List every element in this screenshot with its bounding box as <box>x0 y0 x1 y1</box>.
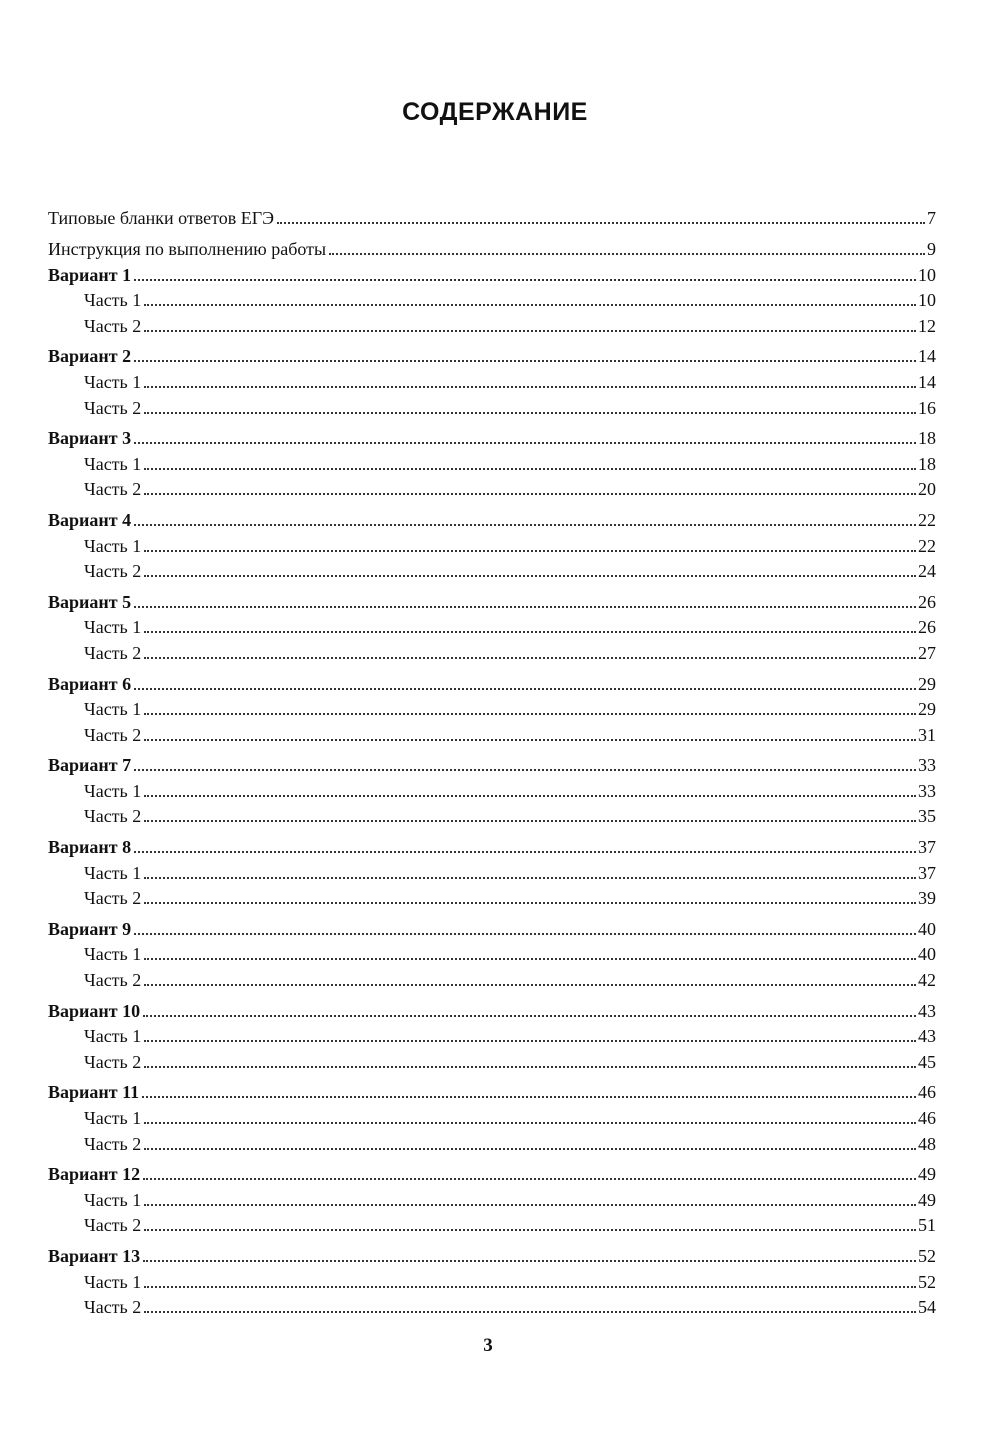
toc-entry-label: Часть 2 <box>84 970 142 991</box>
dot-leader <box>144 957 916 960</box>
dot-leader <box>144 385 916 388</box>
page-number: 3 <box>483 1335 493 1356</box>
dot-leader <box>143 1014 916 1017</box>
toc-entry-label: Часть 2 <box>84 1297 142 1318</box>
toc-entry-page: 43 <box>918 1026 936 1047</box>
dot-leader <box>144 876 916 879</box>
dot-leader <box>144 983 916 986</box>
toc-entry-label: Часть 1 <box>84 1271 142 1292</box>
dot-leader <box>144 574 916 577</box>
toc-entry-page: 45 <box>918 1051 936 1072</box>
dot-leader <box>144 1121 916 1124</box>
dot-leader <box>143 1259 916 1262</box>
toc-entry-variant-8-part-2 <box>48 884 936 910</box>
toc-entry-variant-12 <box>48 1160 936 1186</box>
dot-leader <box>144 1147 916 1150</box>
dot-leader <box>134 768 916 771</box>
toc-entry-label: Часть 1 <box>84 535 142 556</box>
toc-entry-label: Часть 1 <box>84 290 142 311</box>
toc-entry-variant-10-part-2 <box>48 1047 936 1073</box>
dot-leader <box>134 687 916 690</box>
toc-entry-page: 22 <box>918 509 936 530</box>
toc-entry-page: 40 <box>918 918 936 939</box>
dot-leader <box>144 1039 916 1042</box>
toc-entry-variant-3-part-2 <box>48 475 936 501</box>
toc-entry-label: Часть 1 <box>84 699 142 720</box>
toc-entry-page: 51 <box>918 1215 936 1236</box>
toc-entry-label: Часть 1 <box>84 453 142 474</box>
dot-leader <box>142 1095 916 1098</box>
dot-leader <box>144 630 916 633</box>
toc-entry-variant-2-part-1 <box>48 367 936 393</box>
toc-entry-label: Часть 2 <box>84 561 142 582</box>
toc-entry-variant-6 <box>48 669 936 695</box>
toc-entry-page: 26 <box>918 591 936 612</box>
dot-leader <box>144 738 916 741</box>
table-of-contents <box>48 198 936 1318</box>
toc-entry-variant-5 <box>48 587 936 613</box>
dot-leader <box>144 549 916 552</box>
toc-entry-label: Часть 1 <box>84 617 142 638</box>
toc-entry-page: 18 <box>918 453 936 474</box>
toc-entry-page: 54 <box>918 1297 936 1318</box>
page-title: СОДЕРЖАНИЕ <box>402 98 588 126</box>
toc-entry-label: Часть 2 <box>84 806 142 827</box>
dot-leader <box>144 819 916 822</box>
toc-entry-variant-8-part-1 <box>48 858 936 884</box>
toc-entry-variant-6-part-1 <box>48 695 936 721</box>
dot-leader <box>134 605 916 608</box>
toc-entry-variant-5-part-1 <box>48 613 936 639</box>
toc-entry-page: 10 <box>918 290 936 311</box>
toc-entry-variant-4 <box>48 505 936 531</box>
toc-entry-variant-3-part-1 <box>48 449 936 475</box>
toc-entry-page: 49 <box>918 1164 936 1185</box>
toc-entry-variant-13-part-1 <box>48 1267 936 1293</box>
toc-entry-page: 40 <box>918 944 936 965</box>
toc-entry-variant-4-part-2 <box>48 557 936 583</box>
dot-leader <box>144 329 916 332</box>
toc-entry-variant-1-part-1 <box>48 286 936 312</box>
toc-entry-label: Часть 1 <box>84 944 142 965</box>
toc-entry-page: 52 <box>918 1245 936 1266</box>
toc-entry-label: Вариант 3 <box>48 428 132 449</box>
toc-entry-label: Вариант 10 <box>48 1000 141 1021</box>
toc-entry-variant-7-part-1 <box>48 776 936 802</box>
toc-entry-page: 48 <box>918 1133 936 1154</box>
dot-leader <box>144 1228 916 1231</box>
toc-entry-label: Часть 1 <box>84 1189 142 1210</box>
toc-entry-variant-11 <box>48 1078 936 1104</box>
toc-entry-page: 33 <box>918 755 936 776</box>
toc-entry-page: 29 <box>918 673 936 694</box>
toc-entry-label: Инструкция по выполнению работы <box>48 239 327 259</box>
dot-leader <box>143 1177 916 1180</box>
toc-entry-page: 10 <box>918 264 936 285</box>
toc-entry-page: 22 <box>918 535 936 556</box>
toc-entry-variant-10 <box>48 996 936 1022</box>
toc-entry-intro-1 <box>48 198 936 229</box>
dot-leader <box>144 712 916 715</box>
toc-entry-label: Вариант 12 <box>48 1164 141 1185</box>
dot-leader <box>144 411 916 414</box>
dot-leader <box>144 1285 916 1288</box>
dot-leader <box>144 492 916 495</box>
toc-entry-page: 37 <box>918 837 936 858</box>
dot-leader <box>144 901 916 904</box>
toc-entry-page: 7 <box>927 208 936 228</box>
toc-entry-variant-11-part-2 <box>48 1129 936 1155</box>
toc-entry-page: 52 <box>918 1271 936 1292</box>
toc-entry-page: 37 <box>918 862 936 883</box>
toc-entry-variant-9-part-2 <box>48 965 936 991</box>
dot-leader <box>134 441 916 444</box>
dot-leader <box>277 221 925 224</box>
toc-entry-label: Часть 1 <box>84 1108 142 1128</box>
toc-entry-label: Часть 1 <box>84 371 142 392</box>
dot-leader <box>134 523 916 526</box>
toc-entry-page: 26 <box>918 617 936 638</box>
toc-entry-page: 39 <box>918 888 936 909</box>
toc-entry-label: Часть 2 <box>84 1133 142 1154</box>
toc-entry-page: 12 <box>918 315 936 336</box>
toc-entry-variant-1 <box>48 260 936 286</box>
toc-entry-label: Вариант 13 <box>48 1245 141 1266</box>
toc-entry-label: Вариант 11 <box>48 1082 140 1103</box>
dot-leader <box>144 1310 916 1313</box>
toc-entry-page: 31 <box>918 724 936 745</box>
toc-entry-label: Часть 2 <box>84 479 142 500</box>
toc-entry-variant-5-part-2 <box>48 638 936 664</box>
toc-entry-label: Типовые бланки ответов ЕГЭ <box>48 208 275 228</box>
toc-entry-label: Часть 2 <box>84 1215 142 1236</box>
toc-entry-page: 33 <box>918 780 936 801</box>
toc-entry-variant-8 <box>48 832 936 858</box>
toc-entry-page: 18 <box>918 428 936 449</box>
toc-entry-page: 20 <box>918 479 936 500</box>
toc-entry-label: Вариант 9 <box>48 918 132 939</box>
toc-entry-page: 46 <box>918 1082 936 1103</box>
toc-entry-label: Часть 1 <box>84 1026 142 1047</box>
toc-entry-page: 27 <box>918 642 936 663</box>
dot-leader <box>134 359 916 362</box>
toc-entry-label: Вариант 5 <box>48 591 132 612</box>
toc-entry-page: 43 <box>918 1000 936 1021</box>
toc-entry-page: 14 <box>918 371 936 392</box>
toc-entry-variant-1-part-2 <box>48 311 936 337</box>
dot-leader <box>144 794 916 797</box>
toc-entry-page: 49 <box>918 1189 936 1210</box>
toc-entry-variant-10-part-1 <box>48 1022 936 1048</box>
toc-entry-label: Вариант 4 <box>48 509 132 530</box>
toc-entry-page: 24 <box>918 561 936 582</box>
toc-entry-variant-2 <box>48 342 936 368</box>
toc-entry-page: 16 <box>918 397 936 418</box>
toc-entry-label: Вариант 6 <box>48 673 132 694</box>
dot-leader <box>134 850 916 853</box>
toc-entry-variant-7-part-2 <box>48 802 936 828</box>
toc-entry-variant-2-part-2 <box>48 393 936 419</box>
toc-entry-intro-2 <box>48 229 936 260</box>
toc-entry-variant-9 <box>48 914 936 940</box>
dot-leader <box>144 467 916 470</box>
dot-leader <box>144 1203 916 1206</box>
dot-leader <box>329 252 925 255</box>
toc-entry-label: Часть 1 <box>84 862 142 883</box>
dot-leader <box>134 278 916 281</box>
toc-entry-page: 46 <box>918 1108 936 1128</box>
toc-entry-page: 35 <box>918 806 936 827</box>
toc-entry-label: Часть 1 <box>84 780 142 801</box>
toc-entry-page: 29 <box>918 699 936 720</box>
dot-leader <box>144 303 916 306</box>
toc-entry-label: Вариант 2 <box>48 346 132 367</box>
dot-leader <box>144 656 916 659</box>
toc-entry-variant-12-part-2 <box>48 1211 936 1237</box>
toc-entry-variant-11-part-1 <box>48 1103 936 1129</box>
toc-entry-label: Часть 2 <box>84 397 142 418</box>
dot-leader <box>134 932 916 935</box>
toc-entry-variant-7 <box>48 751 936 777</box>
toc-entry-variant-3 <box>48 424 936 450</box>
toc-entry-label: Часть 2 <box>84 724 142 745</box>
toc-entry-page: 14 <box>918 346 936 367</box>
toc-entry-variant-13-part-2 <box>48 1293 936 1319</box>
toc-entry-label: Часть 2 <box>84 888 142 909</box>
toc-entry-label: Вариант 8 <box>48 837 132 858</box>
toc-entry-variant-12-part-1 <box>48 1185 936 1211</box>
toc-entry-variant-13 <box>48 1241 936 1267</box>
toc-entry-variant-4-part-1 <box>48 531 936 557</box>
dot-leader <box>144 1065 916 1068</box>
toc-entry-page: 9 <box>927 239 936 259</box>
toc-entry-label: Часть 2 <box>84 642 142 663</box>
toc-entry-page: 42 <box>918 970 936 991</box>
toc-entry-label: Вариант 7 <box>48 755 132 776</box>
toc-entry-label: Часть 2 <box>84 315 142 336</box>
toc-entry-variant-6-part-2 <box>48 720 936 746</box>
toc-entry-label: Часть 2 <box>84 1051 142 1072</box>
toc-entry-label: Вариант 1 <box>48 264 132 285</box>
toc-entry-variant-9-part-1 <box>48 940 936 966</box>
